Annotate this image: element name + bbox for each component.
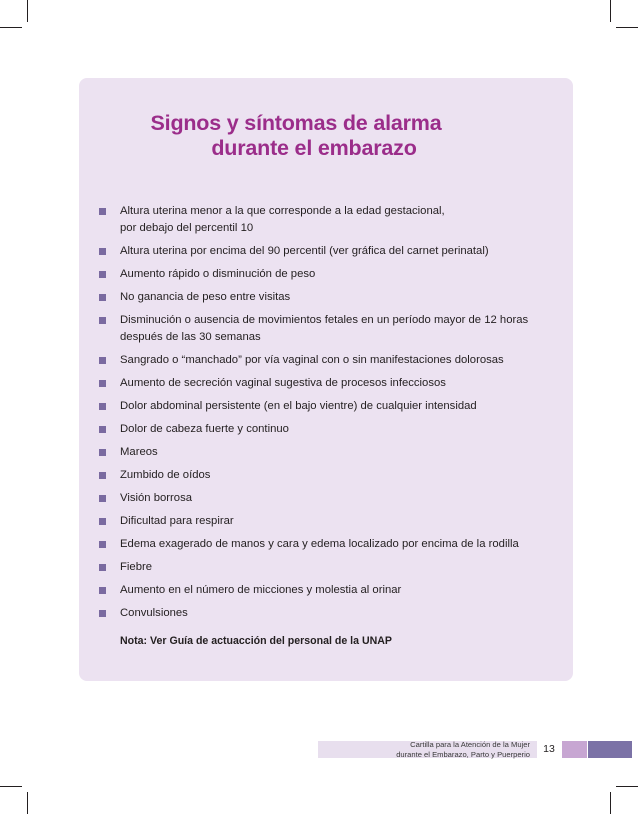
square-bullet-icon [99, 495, 106, 502]
square-bullet-icon [99, 426, 106, 433]
footer-line-2: durante el Embarazo, Parto y Puerperio [396, 750, 530, 759]
list-item [98, 203, 568, 237]
square-bullet-icon [99, 449, 106, 456]
square-bullet-icon [99, 541, 106, 548]
square-bullet-icon [99, 403, 106, 410]
list-item [98, 312, 568, 346]
list-item-text: Convulsiones [120, 607, 188, 619]
page-number: 13 [543, 743, 555, 755]
square-bullet-icon [99, 564, 106, 571]
list-item-text: Mareos [120, 446, 158, 458]
square-bullet-icon [99, 208, 106, 215]
footer-caption [318, 740, 530, 760]
list-item-text: Dificultad para respirar [120, 515, 234, 527]
list-item-text: Dolor de cabeza fuerte y continuo [120, 423, 289, 435]
list-item-text: Dolor abdominal persistente (en el bajo vientre) de cualquier intensidad [120, 400, 477, 412]
list-item-text: Altura uterina por encima del 90 percentil (ver gráfica del carnet perinatal) [120, 245, 489, 257]
list-item [98, 266, 568, 283]
square-bullet-icon [99, 610, 106, 617]
list-item-text-continued: por debajo del percentil 10 [120, 222, 254, 234]
title-line-2: durante el embarazo [211, 136, 417, 160]
crop-mark-top-left-vertical [27, 0, 28, 22]
square-bullet-icon [99, 587, 106, 594]
crop-mark-top-right-vertical [610, 0, 611, 22]
square-bullet-icon [99, 271, 106, 278]
footer-accent-dark [588, 741, 632, 758]
list-item [98, 243, 568, 260]
list-item-text: Aumento de secreción vaginal sugestiva de procesos infecciosos [120, 377, 446, 389]
footer-accent-light [562, 741, 587, 758]
footer-line-1: Cartilla para la Atención de la Mujer [410, 740, 530, 749]
list-item-text: Aumento rápido o disminución de peso [120, 268, 316, 280]
list-item-text: Zumbido de oídos [120, 469, 211, 481]
crop-mark-bottom-right-vertical [610, 792, 611, 814]
list-item-text: Visión borrosa [120, 492, 193, 504]
square-bullet-icon [99, 357, 106, 364]
crop-mark-top-left-horizontal [0, 27, 22, 28]
list-item [98, 536, 568, 553]
list-item [98, 605, 568, 622]
list-item-text-continued: después de las 30 semanas [120, 331, 261, 343]
square-bullet-icon [99, 294, 106, 301]
list-item-text: Sangrado o “manchado” por vía vaginal con o sin manifestaciones dolorosas [120, 354, 504, 366]
square-bullet-icon [99, 518, 106, 525]
list-item-text: No ganancia de peso entre visitas [120, 291, 291, 303]
list-item-text: Altura uterina menor a la que corresponde a la edad gestacional, [120, 205, 445, 217]
list-item [98, 513, 568, 530]
alarm-signs-list [98, 203, 568, 628]
list-item-text: Aumento en el número de micciones y molestia al orinar [120, 584, 402, 596]
list-item [98, 421, 568, 438]
crop-mark-bottom-left-horizontal [0, 786, 22, 787]
list-item [98, 352, 568, 369]
list-item [98, 289, 568, 306]
square-bullet-icon [99, 472, 106, 479]
list-item-text: Disminución o ausencia de movimientos fetales en un período mayor de 12 horas [120, 314, 529, 326]
list-item-text: Fiebre [120, 561, 153, 573]
crop-mark-top-right-horizontal [616, 27, 638, 28]
list-item-text: Edema exagerado de manos y cara y edema localizado por encima de la rodilla [120, 538, 519, 550]
crop-mark-bottom-right-horizontal [616, 786, 638, 787]
list-item [98, 490, 568, 507]
note: Nota: Ver Guía de actuacción del personal de la UNAP [120, 635, 392, 647]
list-item [98, 559, 568, 576]
square-bullet-icon [99, 317, 106, 324]
page-title [79, 111, 573, 161]
title-line-1: Signos y síntomas de alarma [150, 111, 442, 135]
square-bullet-icon [99, 248, 106, 255]
crop-mark-bottom-left-vertical [27, 792, 28, 814]
square-bullet-icon [99, 380, 106, 387]
list-item [98, 582, 568, 599]
list-item [98, 375, 568, 392]
list-item [98, 467, 568, 484]
list-item [98, 398, 568, 415]
list-item [98, 444, 568, 461]
